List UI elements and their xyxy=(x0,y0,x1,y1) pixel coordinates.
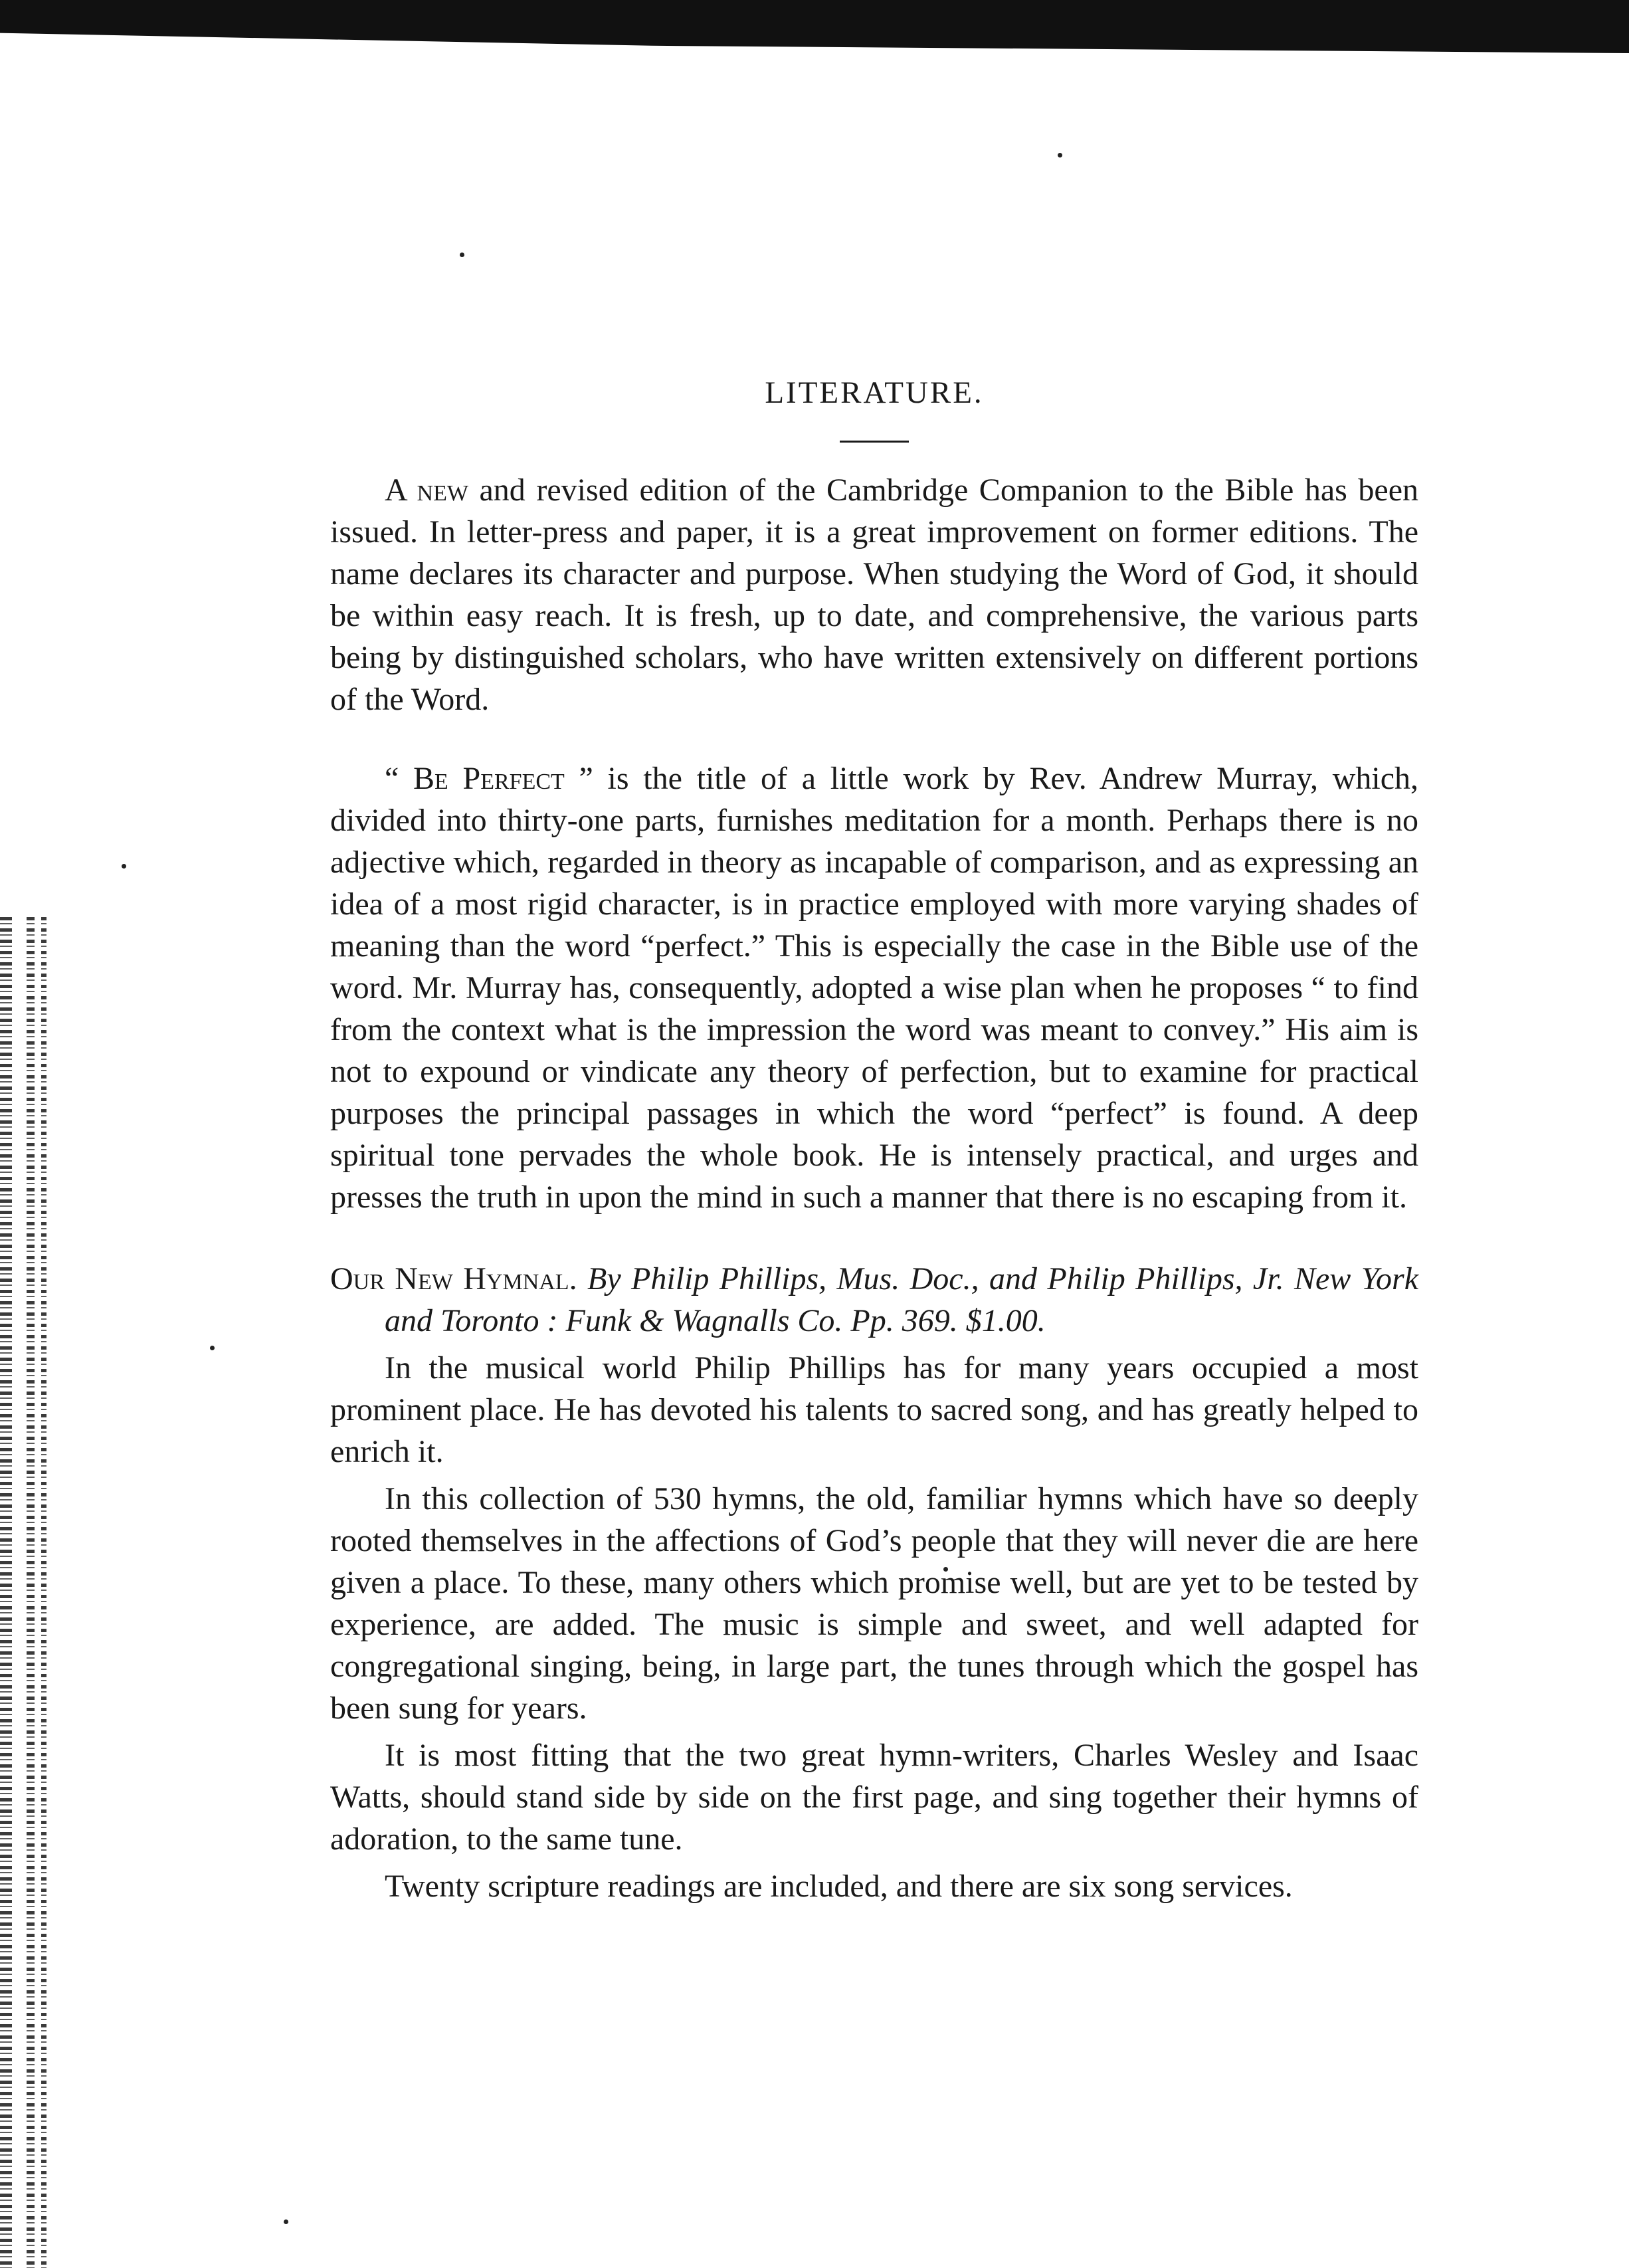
hymnal-book-details: By Philip Phillips, Mus. Doc., and Philip Phillips, Jr. New York and Toronto : Funk & Wagnalls Co. Pp. 369. $1.00. xyxy=(385,1261,1419,1338)
page-heading: LITERATURE. xyxy=(765,375,984,410)
hymnal-review-paragraph: In this collection of 530 hymns, the old, familiar hymns which have so deeply rooted themselves in the affections of God’s people that they will never die are here given a place. To these, many others which promise well, but are yet to be tested by experience, are added. The music is simple and sweet, and well adapted for congregational singing, being, in large part, the tunes through which the gospel has been sung for years. xyxy=(330,1481,1418,1726)
be-perfect-review-paragraph xyxy=(330,758,1418,1218)
hymnal-review-paragraph: It is most fitting that the two great hymn-writers, Charles Wesley and Isaac Watts, should stand side by side on the first page, and sing together their hymns of adoration, to the same tune. xyxy=(330,1738,1418,1857)
scan-speck xyxy=(210,1346,215,1350)
be-perfect-review-body: is the title of a little work by Rev. Andrew Murray, which, divided into thirty-one parts, furnishes meditation for a month. Perhaps there is no adjective which, regarded in theory as incapable of comparison, and as expressing an idea of a most rigid character, is in practice employed with more varying shades of meaning than the word “perfect.” This is especially the case in the Bible use of the word. Mr. Murray has, consequently, adopted a wise plan when he proposes “ to find from the context what is the impression the word was meant to convey.” His aim is not to expound or vindicate any theory of perfection, but to examine for practical purposes the principal passages in which the word “perfect” is found. A deep spiritual tone pervades the whole book. He is intensely practical, and urges and presses the truth in upon the mind in such a manner that there is no escaping from it. xyxy=(330,761,1418,1215)
scan-speck xyxy=(460,253,464,257)
be-perfect-review-lead: “ Be Perfect ” xyxy=(385,761,593,796)
scan-speck xyxy=(122,864,126,869)
companion-review-paragraph xyxy=(330,469,1418,720)
scan-speck xyxy=(1058,153,1062,157)
hymnal-book-title: Our New Hymnal. xyxy=(330,1261,577,1296)
hymnal-review-paragraph: In the musical world Philip Phillips has for many years occupied a most prominent place. He has devoted his talents to sacred song, and has greatly helped to enrich it. xyxy=(330,1350,1418,1469)
page-content xyxy=(330,372,1418,1907)
binding-edge-scan-artifact xyxy=(0,917,58,2268)
hymnal-book-entry xyxy=(330,1258,1418,1342)
companion-review-body: and revised edition of the Cambridge Companion to the Bible has been issued. In letter-press and paper, it is a great improvement on former editions. The name declares its character and purpose. When studying the Word of God, it should be within easy reach. It is fresh, up to date, and comprehensive, the various parts being by distinguished scholars, who have written extensively on different portions of the Word. xyxy=(330,472,1419,717)
companion-review-lead: A new xyxy=(385,472,468,508)
top-scan-border xyxy=(0,0,1629,53)
heading-rule xyxy=(840,441,909,443)
hymnal-review-paragraph: Twenty scripture readings are included, and there are six song services. xyxy=(385,1869,1293,1904)
scan-speck xyxy=(284,2219,288,2224)
